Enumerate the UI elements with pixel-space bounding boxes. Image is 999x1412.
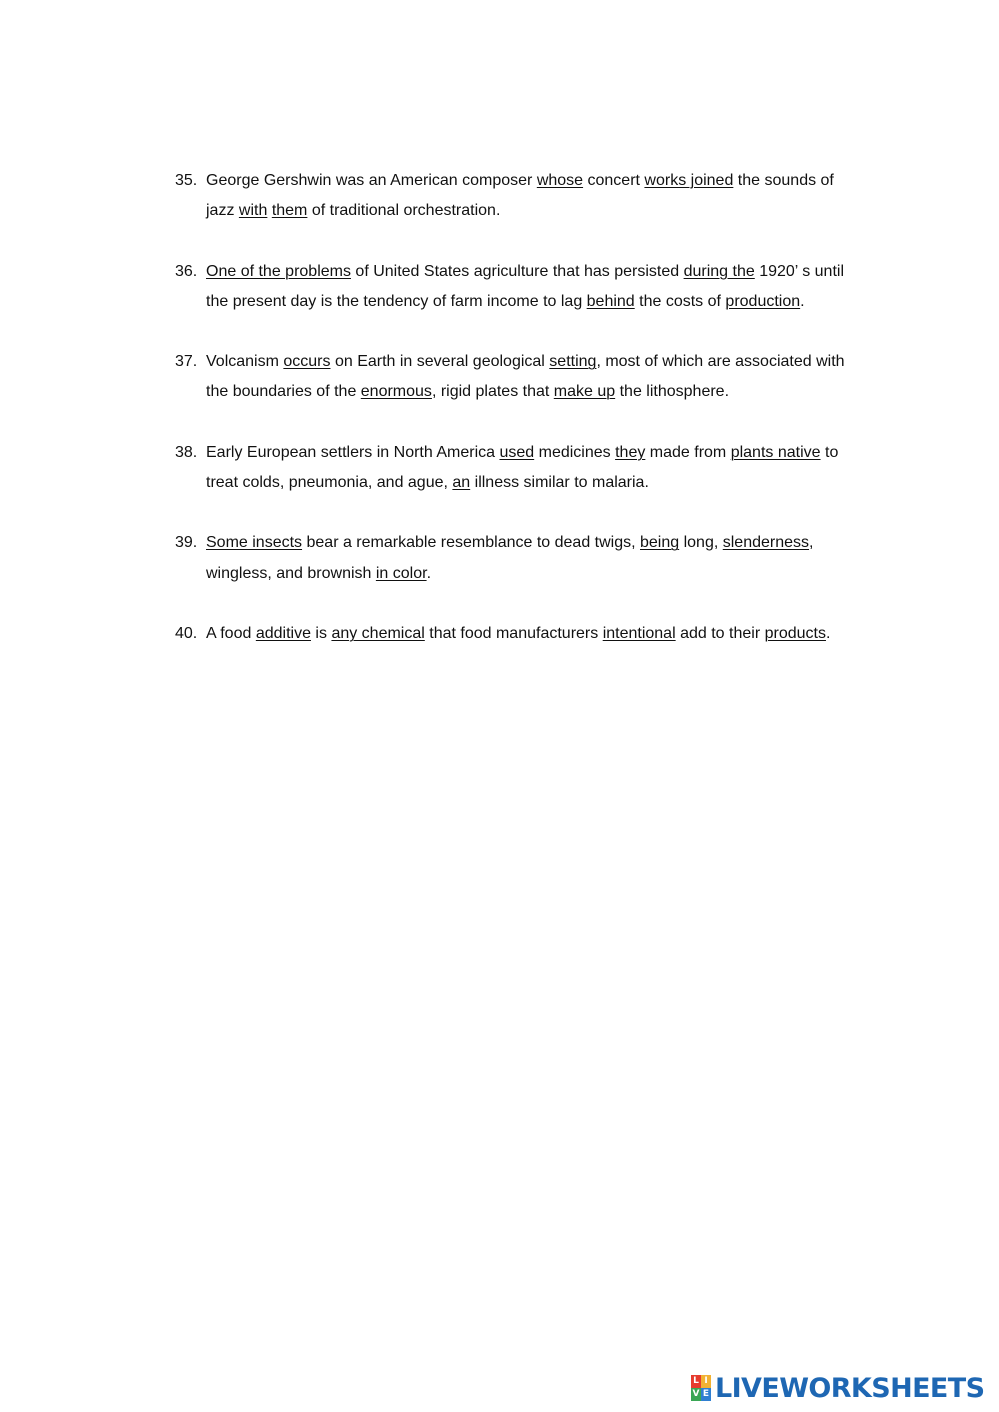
- underlined-option[interactable]: with: [238, 202, 268, 220]
- underlined-option[interactable]: behind: [586, 292, 635, 310]
- underlined-option[interactable]: One of the problems: [206, 262, 351, 280]
- question-number: 35.: [175, 172, 198, 189]
- underlined-option[interactable]: used: [499, 443, 535, 461]
- underlined-option[interactable]: being: [640, 534, 680, 552]
- underlined-option[interactable]: Some insects: [206, 534, 303, 552]
- sentence-text: George Gershwin was an American composer: [206, 172, 537, 189]
- underlined-option[interactable]: production: [725, 292, 801, 310]
- underlined-option[interactable]: plants native: [730, 443, 821, 461]
- question-number: 37.: [175, 353, 198, 371]
- logo-mark-letter: E: [702, 1389, 710, 1399]
- question-list: [175, 166, 855, 679]
- underlined-option[interactable]: intentional: [602, 624, 676, 642]
- sentence-text: , most of which are associated with the boundaries of the: [206, 353, 845, 401]
- liveworksheets-logo: [691, 1372, 984, 1404]
- underlined-option[interactable]: slenderness: [722, 534, 810, 552]
- underlined-option[interactable]: enormous: [360, 383, 432, 401]
- sentence-text: A food: [206, 624, 256, 642]
- question-text: [206, 528, 855, 588]
- underlined-option[interactable]: whose: [536, 172, 584, 189]
- sentence-text: concert: [583, 172, 645, 189]
- underlined-option[interactable]: works joined: [644, 172, 734, 189]
- sentence-text: on Earth in several geological: [330, 353, 550, 371]
- sentence-text: bear a remarkable resemblance to dead twigs,: [302, 534, 640, 552]
- question-item: [175, 619, 855, 649]
- sentence-text: 1920’ s until the present day is the tendency of farm income to lag: [206, 262, 845, 310]
- question-text: [206, 438, 855, 498]
- sentence-text: Early European settlers in North America: [206, 443, 500, 461]
- sentence-text: medicines: [534, 443, 616, 461]
- sentence-text: add to their: [675, 624, 765, 642]
- sentence-text: Volcanism: [206, 353, 284, 371]
- question-text: [206, 166, 855, 226]
- sentence-text: , wingless, and brownish: [206, 534, 814, 582]
- liveworksheets-logo-icon: [691, 1375, 711, 1401]
- question-item: [175, 438, 855, 498]
- underlined-option[interactable]: products: [764, 624, 826, 642]
- question-item: [175, 347, 855, 407]
- question-item: [175, 166, 855, 226]
- sentence-text: made from: [645, 443, 731, 461]
- question-text: [206, 347, 855, 407]
- sentence-text: .: [825, 624, 831, 642]
- underlined-option[interactable]: occurs: [283, 353, 331, 371]
- sentence-text: the sounds of jazz: [206, 172, 834, 220]
- logo-mark-letter: V: [692, 1389, 700, 1399]
- underlined-option[interactable]: they: [615, 443, 646, 461]
- sentence-text: .: [800, 292, 805, 310]
- question-item: [175, 528, 855, 588]
- logo-wordmark: LIVEWORKSHEETS: [715, 1372, 985, 1404]
- question-number: 40.: [175, 624, 198, 642]
- sentence-text: to treat colds, pneumonia, and ague,: [206, 443, 839, 491]
- logo-mark-letter: L: [691, 1375, 701, 1388]
- question-number: 38.: [175, 443, 198, 461]
- sentence-text: illness similar to malaria.: [470, 473, 649, 491]
- question-text: [206, 619, 855, 649]
- sentence-text: is: [310, 624, 332, 642]
- sentence-text: the lithosphere.: [615, 383, 730, 401]
- question-item: [175, 257, 855, 317]
- underlined-option[interactable]: additive: [255, 624, 311, 642]
- sentence-text: of traditional orchestration.: [307, 202, 501, 220]
- question-number: 36.: [175, 262, 198, 280]
- underlined-option[interactable]: in color: [375, 564, 427, 582]
- underlined-option[interactable]: make up: [553, 383, 616, 401]
- sentence-text: the costs of: [634, 292, 726, 310]
- sentence-text: that food manufacturers: [424, 624, 603, 642]
- sentence-text: long,: [679, 534, 723, 552]
- question-number: 39.: [175, 534, 198, 552]
- underlined-option[interactable]: setting: [549, 353, 597, 371]
- underlined-option[interactable]: during the: [683, 262, 755, 280]
- sentence-text: of United States agriculture that has persisted: [350, 262, 684, 280]
- question-text: [206, 257, 855, 317]
- underlined-option[interactable]: an: [452, 473, 471, 491]
- underlined-option[interactable]: any chemical: [331, 624, 425, 642]
- logo-mark-letter: I: [701, 1375, 711, 1388]
- sentence-text: .: [426, 564, 432, 582]
- underlined-option[interactable]: them: [271, 202, 308, 220]
- sentence-text: , rigid plates that: [431, 383, 554, 401]
